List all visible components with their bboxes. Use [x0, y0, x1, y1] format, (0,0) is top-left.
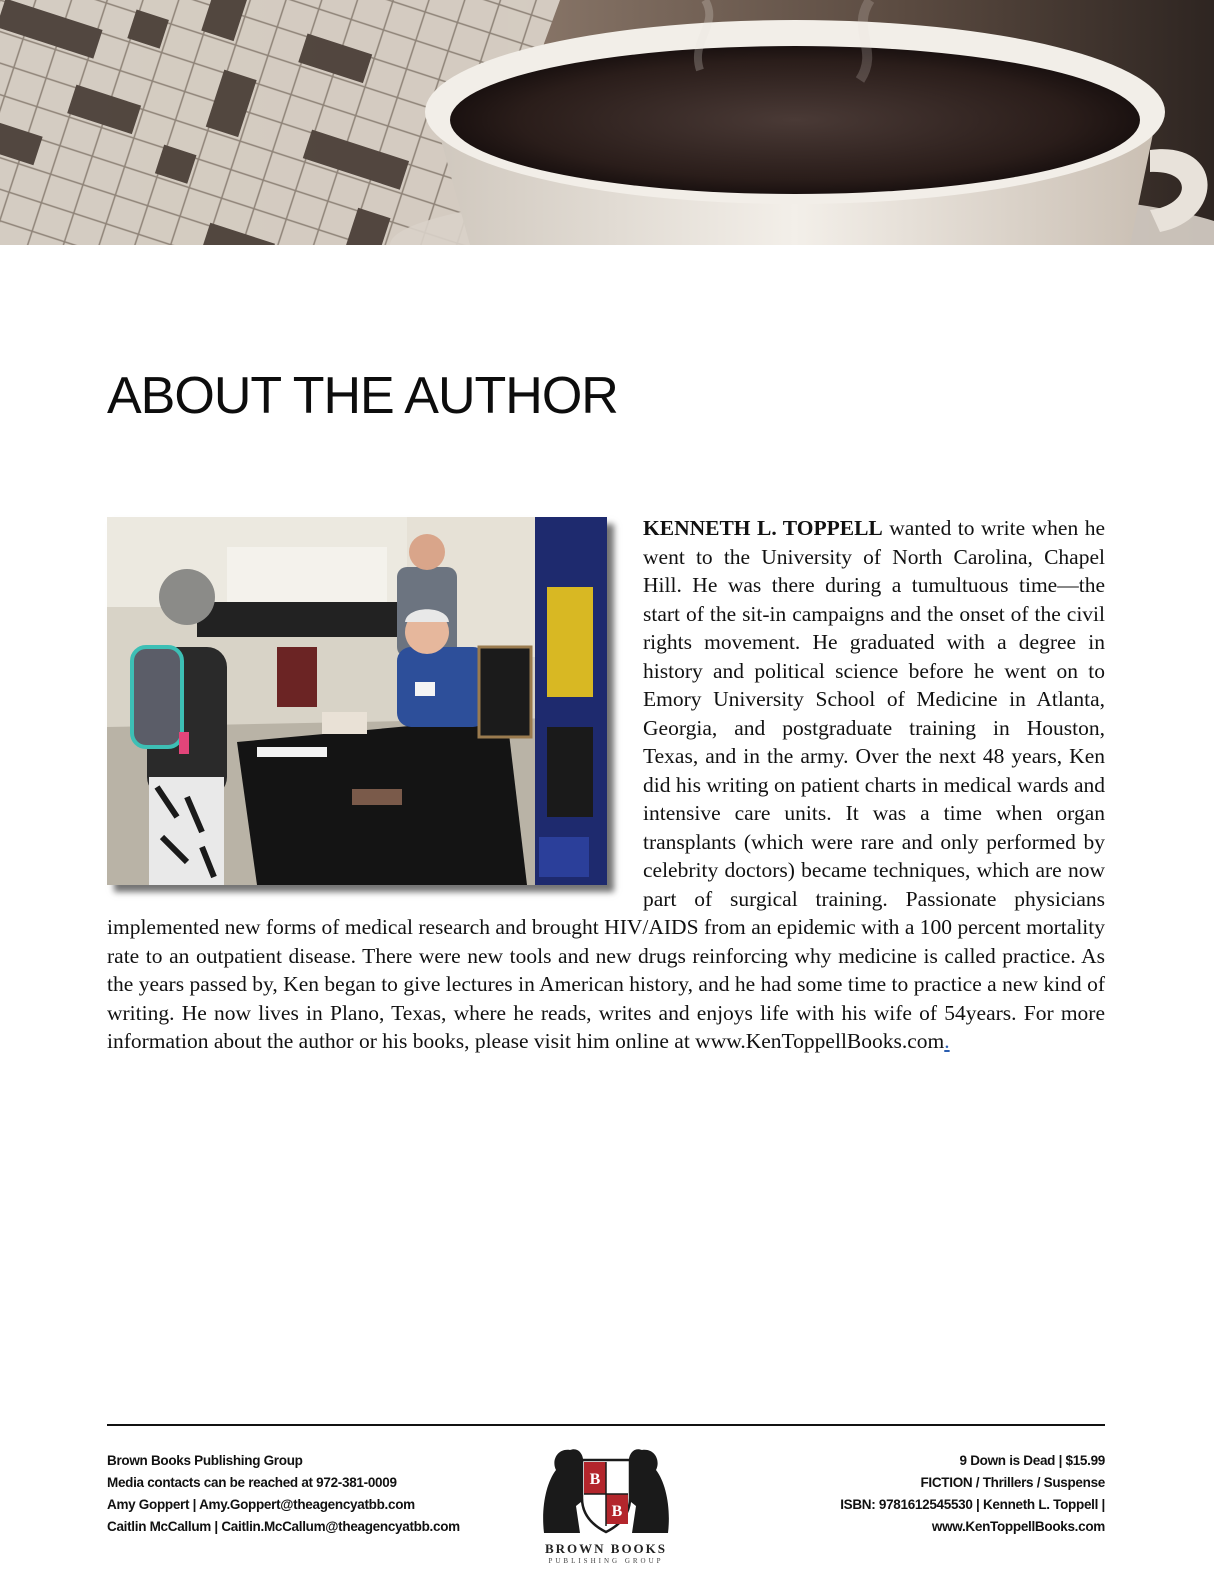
author-name: KENNETH L. TOPPELL: [643, 516, 883, 540]
footer-divider: [107, 1424, 1105, 1426]
book-signing-photo: [107, 517, 607, 885]
brown-books-crest-icon: [536, 1438, 676, 1538]
author-bio: [107, 514, 1105, 1056]
book-title-price: 9 Down is Dead | $15.99: [959, 1453, 1105, 1468]
publisher-name: Brown Books Publishing Group: [107, 1453, 303, 1468]
contact-amy-goppert: Amy Goppert | Amy.Goppert@theagencyatbb.com: [107, 1497, 415, 1512]
contact-caitlin-mccallum: Caitlin McCallum | Caitlin.McCallum@theagencyatbb.com: [107, 1519, 460, 1534]
page-title: ABOUT THE AUTHOR: [107, 367, 618, 425]
logo-subtitle: PUBLISHING GROUP: [548, 1557, 664, 1565]
book-website[interactable]: www.KenToppellBooks.com: [931, 1519, 1105, 1534]
book-isbn-author: ISBN: 9781612545530 | Kenneth L. Toppell |: [840, 1497, 1105, 1512]
footer-book-info: [840, 1450, 1105, 1538]
author-bio-text: wanted to write when he went to the University of North Carolina, Chapel Hill. He was there during a tumultuous time—the start of the sit-in campaigns and the onset of the civil rights movement. He graduated with a degree in history and political science before he went on to Emory University School of Medicine in Atlanta, Georgia, and postgraduate training in Houston, Texas, and in the army. Over the next 48 years, Ken did his writing on patient charts in medical wards and intensive care units. It was a time when organ transplants (which were rare and only performed by celebrity doctors) became techniques, which are now part of surgical training. Passionate physicians implemented new forms of medical research and brought HIV/AIDS from an epidemic with a 100 percent mortality rate to an outpatient disease. There were new tools and new drugs reinforcing why medicine is called practice. As the years passed by, Ken began to give lectures in American history, and he had some time to practice a new kind of writing. He now lives in Plano, Texas, where he reads, writes and enjoys life with his wife of 54years. For more information about the author or his books, please visit him online at www.KenToppellBooks.com: [107, 516, 1105, 1053]
book-genre: FICTION / Thrillers / Suspense: [920, 1475, 1105, 1490]
logo-monogram-bottom: B: [611, 1503, 623, 1520]
hero-banner-image: [0, 0, 1214, 245]
author-photo-illustration: [107, 517, 607, 885]
website-link-period[interactable]: .: [944, 1029, 950, 1053]
logo-monogram-top: B: [589, 1471, 601, 1488]
footer-contacts: [107, 1450, 460, 1538]
brown-books-logo: [536, 1438, 676, 1578]
media-contact-phone: Media contacts can be reached at 972-381-0009: [107, 1475, 397, 1490]
coffee-and-crossword-photo: [0, 0, 1214, 245]
logo-wordmark: BROWN BOOKS: [544, 1541, 668, 1556]
